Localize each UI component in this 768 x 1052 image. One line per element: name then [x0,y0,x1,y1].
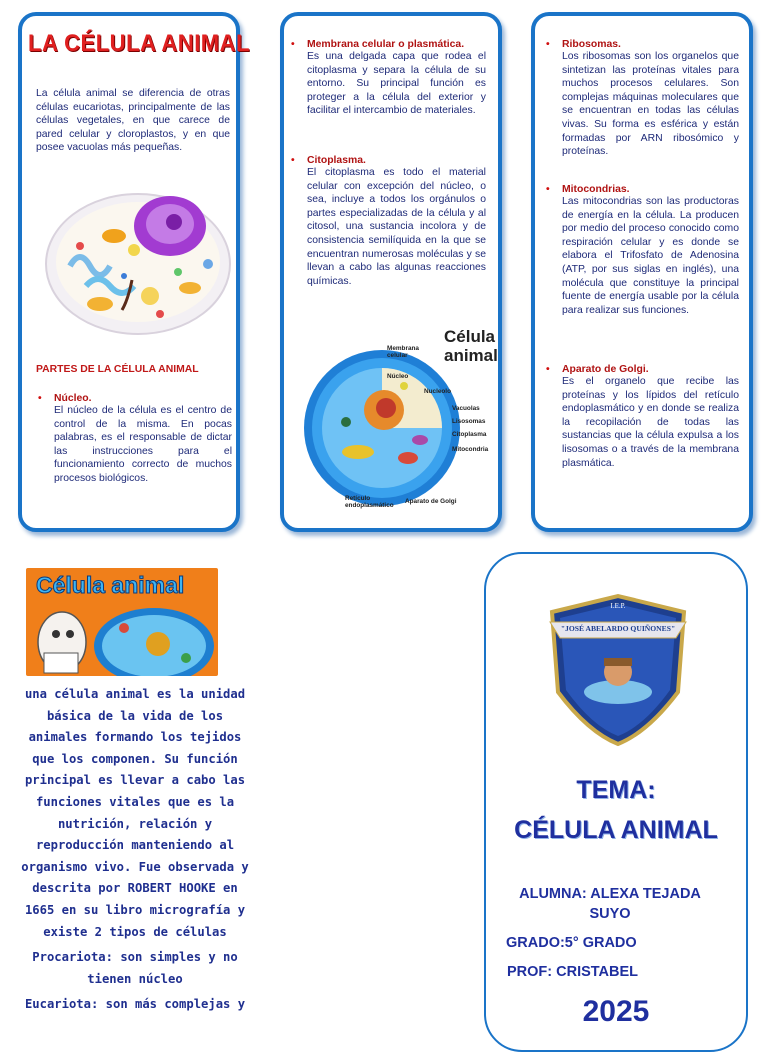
nucleus-text: El núcleo de la célula es el centro de control de la misma. En pocas palabras, es el responsable de dictar las instrucciones para el funcionamiento correcto de muchos procesos biológicos. [54,405,232,484]
cytoplasm-text: El citoplasma es todo el material celular con excepción del núcleo, o sea, incluye a todos los orgánulos o partes especializadas de la célula y al citosol, una sustancia incolora y de consistencia semilíquida en la que se encuentran numerosas moléculas y se llevan a cabo las algunas reacciones químicas. [307,167,486,287]
animal-cell-illustration [40,176,236,338]
membrane-title: • Membrana celular o plasmática. [307,39,486,50]
diagram-title-line-1: Célula [444,327,496,346]
golgi-text: Es el organelo que recibe las proteínas y los lípidos del retículo endoplasmático y en donde se realiza la recopilación de todas las sustancias que la célula expulsa a los lisosomas o a través de la membrana plasmática. [562,376,739,469]
cell-description [14,684,256,1016]
grade: GRADO:5° GRADO [506,935,637,951]
label-mitocondria: Mitocondria [452,446,489,453]
cytoplasm-title: • Citoplasma. [307,155,486,166]
diagram-title-line-2: animal [444,346,498,365]
label-golgi: Aparato de Golgi [405,498,457,505]
label-lisosomas: Lisosomas [452,418,486,425]
year: 2025 [582,995,650,1028]
ribosomes-title: • Ribosomas. [562,39,739,50]
teacher: PROF: CRISTABEL [507,964,639,980]
label-citoplasma: Citoplasma [452,431,487,438]
panel-1-title: LA CÉLULA ANIMAL [28,30,250,57]
parts-heading: PARTES DE LA CÉLULA ANIMAL [36,364,199,375]
label-reticulo: Retículo endoplasmático [345,495,394,509]
cell-animal-banner [26,568,218,676]
mito-title: • Mitocondrias. [562,184,739,195]
label-vacuolas: Vacuolas [452,405,480,412]
procariota-text: Procariota: son simples y no tienen núcleo [32,950,238,986]
ribosomes-text: Los ribosomas son los organelos que sintetizan las proteínas vitales para muchos procesos celulares. Son complejas máquinas moleculares que se encuentran en todas las células vivas. Su forma es esférica y están formadas por ARN ribosómico y proteínas. [562,51,739,158]
label-nucleolo: Nucleolo [424,388,451,395]
nucleus-title: • Núcleo. [54,393,232,404]
eucariota-text: Eucariota: son más complejas y [24,997,246,1012]
student-name: ALUMNA: ALEXA TEJADA SUYO [519,886,701,922]
intro-text: La célula animal se diferencia de otras células eucariotas, principalmente de las células vegetales, en que carece de pared celular y cloroplastos, y en que posee vacuolas más pequeñas. [36,88,230,154]
tema-label: TEMA: [576,776,656,804]
label-nucleo: Núcleo [387,373,409,380]
school-name: "JOSÉ ABELARDO QUIÑONES" [560,624,676,633]
golgi-title: • Aparato de Golgi. [562,364,739,375]
school-crest [548,592,688,748]
membrane-text: Es una delgada capa que rodea el citoplasma y separa la célula de su entorno. Su principal función es proteger a la célula del exterior y facilitar el intercambio de materiales. [307,51,486,117]
description-text: una célula animal es la unidad básica de la vida de los animales formando los tejidos que los componen. Su función principal es llevar a cabo las funciones vitales que es la nutrición, relación y reproducción manteniendo al organismo vivo. Fue observada y descrita por ROBERT HOOKE en 1665 en su libro micrografía y existe 2 tipos de células [21,687,249,939]
mito-text: Las mitocondrias son las productoras de energía en la célula. La producen por medio del proceso conocido como respiración celular y es donde se elabora el Trifosfato de Adenosina (ATP, por sus siglas en inglés), una molécula que constituye la principal fuente de energía usable por la célula para realizar sus funciones. [562,196,739,316]
school-line-1: I.E.P. [610,602,626,610]
label-membrana: Membrana celular [387,345,419,359]
labeled-cell-diagram [300,340,490,510]
banner-title: Célula animal [36,572,185,598]
tema-value: CÉLULA ANIMAL [514,816,718,844]
